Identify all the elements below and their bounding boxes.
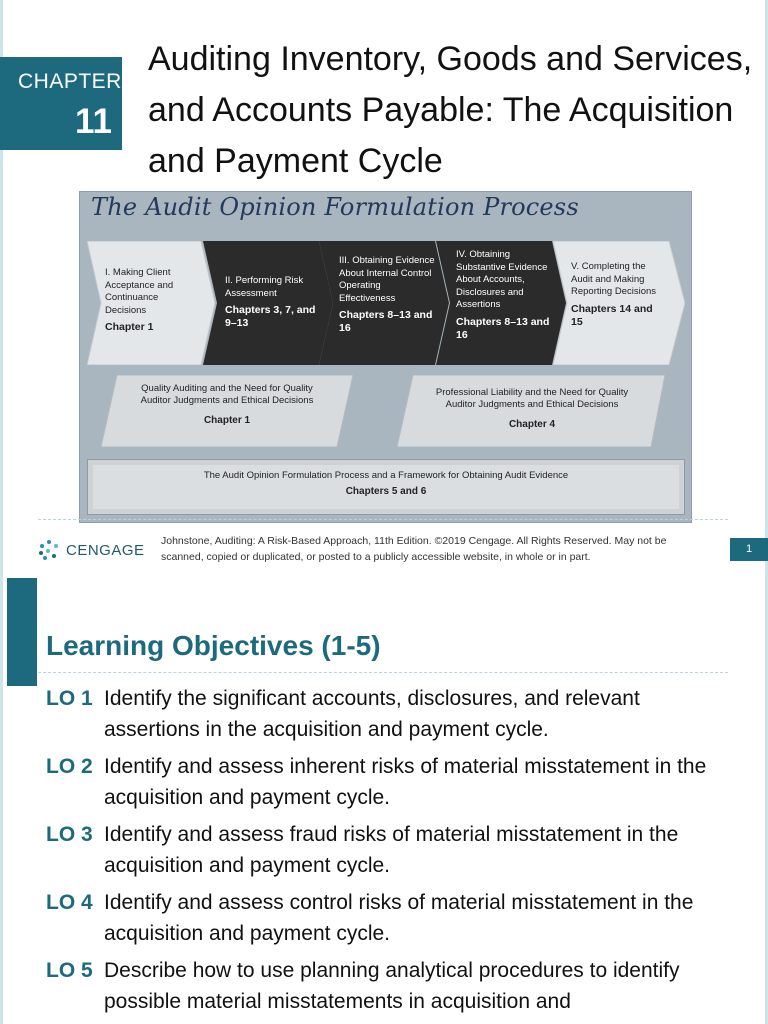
cengage-mark-icon [38,539,60,561]
objective-code: LO 1 [46,687,93,710]
step-4-chapters: Chapters 8–13 and 16 [456,315,550,341]
band-bottom-label: The Audit Opinion Formulation Process and a Framework for Obtaining Audit Evidence [203,470,569,481]
chapter-label: CHAPTER [18,70,122,93]
objective-text: Identify and assess fraud risks of material misstatement in the acquisition and payment cycle. [104,823,679,877]
chapter-badge [0,57,122,150]
objective-code: LO 2 [46,755,93,778]
learning-objectives-slide [0,575,768,1024]
step-4-label: IV. Obtaining Substantive Evidence About Accounts, Disclosures and Assertions [456,249,548,310]
objective-item [46,819,746,881]
slide-page-number: 1 [730,538,768,561]
step-2-label: II. Performing Risk Assessment [225,275,304,299]
figure-title: The Audit Opinion Formulation Process [91,193,579,221]
step-5-label: V. Completing the Audit and Making Reporting Decisions [571,261,657,297]
objectives-list [46,683,746,1023]
title-divider [38,672,728,673]
objective-code: LO 4 [46,891,93,914]
process-step-2 [203,241,333,365]
accent-bar [7,578,37,686]
professional-liability-band [397,375,665,447]
objective-text: Describe how to use planning analytical procedures to identify possible material misstatements in acquisition and [104,959,680,1013]
band-right-label: Professional Liability and the Need for Quality Auditor Judgments and Ethical Decisions [435,387,629,410]
step-1-label: I. Making Client Acceptance and Continuance Decisions [105,267,174,316]
deck-title: Auditing Inventory, Goods and Services, and Accounts Payable: The Acquisition and Payment Cycle [148,40,753,180]
objective-text: Identify the significant accounts, disclosures, and relevant assertions in the acquisition and payment cycle. [104,687,640,741]
process-step-3 [319,241,449,365]
objective-code: LO 3 [46,823,93,846]
objective-text: Identify and assess inherent risks of material misstatement in the acquisition and payment cycle. [104,755,707,809]
process-step-4 [436,241,566,365]
step-2-chapters: Chapters 3, 7, and 9–13 [225,304,316,329]
slide-edge-left [0,575,3,1024]
step-5-chapters: Chapters 14 and 15 [571,302,653,328]
quality-auditing-band [101,375,353,447]
objective-item [46,751,746,813]
step-3-chapters: Chapters 8–13 and 16 [339,309,433,334]
band-right-chapters: Chapter 4 [508,419,556,430]
band-left-chapters: Chapter 1 [203,415,251,426]
band-left-label: Quality Auditing and the Need for Quality Auditor Judgments and Ethical Decisions [140,383,314,406]
cengage-logo [38,536,145,564]
footer-divider [38,519,728,520]
step-3-label: III. Obtaining Evidence About Internal Control Operating Effectiveness [339,255,435,304]
cengage-wordmark: CENGAGE [66,541,145,559]
objective-item [46,683,746,745]
objective-item [46,887,746,949]
framework-band [87,459,685,515]
process-step-5 [553,241,685,365]
slide-title: Learning Objectives (1-5) [46,630,381,661]
chapter-number: 11 [75,102,112,141]
objective-text: Identify and assess control risks of material misstatement in the acquisition and payment cycle. [104,891,694,945]
process-step-1 [87,241,215,365]
band-bottom-chapters: Chapters 5 and 6 [345,486,427,497]
audit-process-figure [79,191,692,523]
objective-code: LO 5 [46,959,93,982]
copyright-notice: Johnstone, Auditing: A Risk-Based Approach, 11th Edition. ©2019 Cengage. All Rights Reserved. May not be scanned, copied or duplicated, or posted to a publicly accessible website, in whole or in part. [161,535,667,563]
step-1-chapters: Chapter 1 [105,321,154,333]
objective-item [46,955,746,1017]
